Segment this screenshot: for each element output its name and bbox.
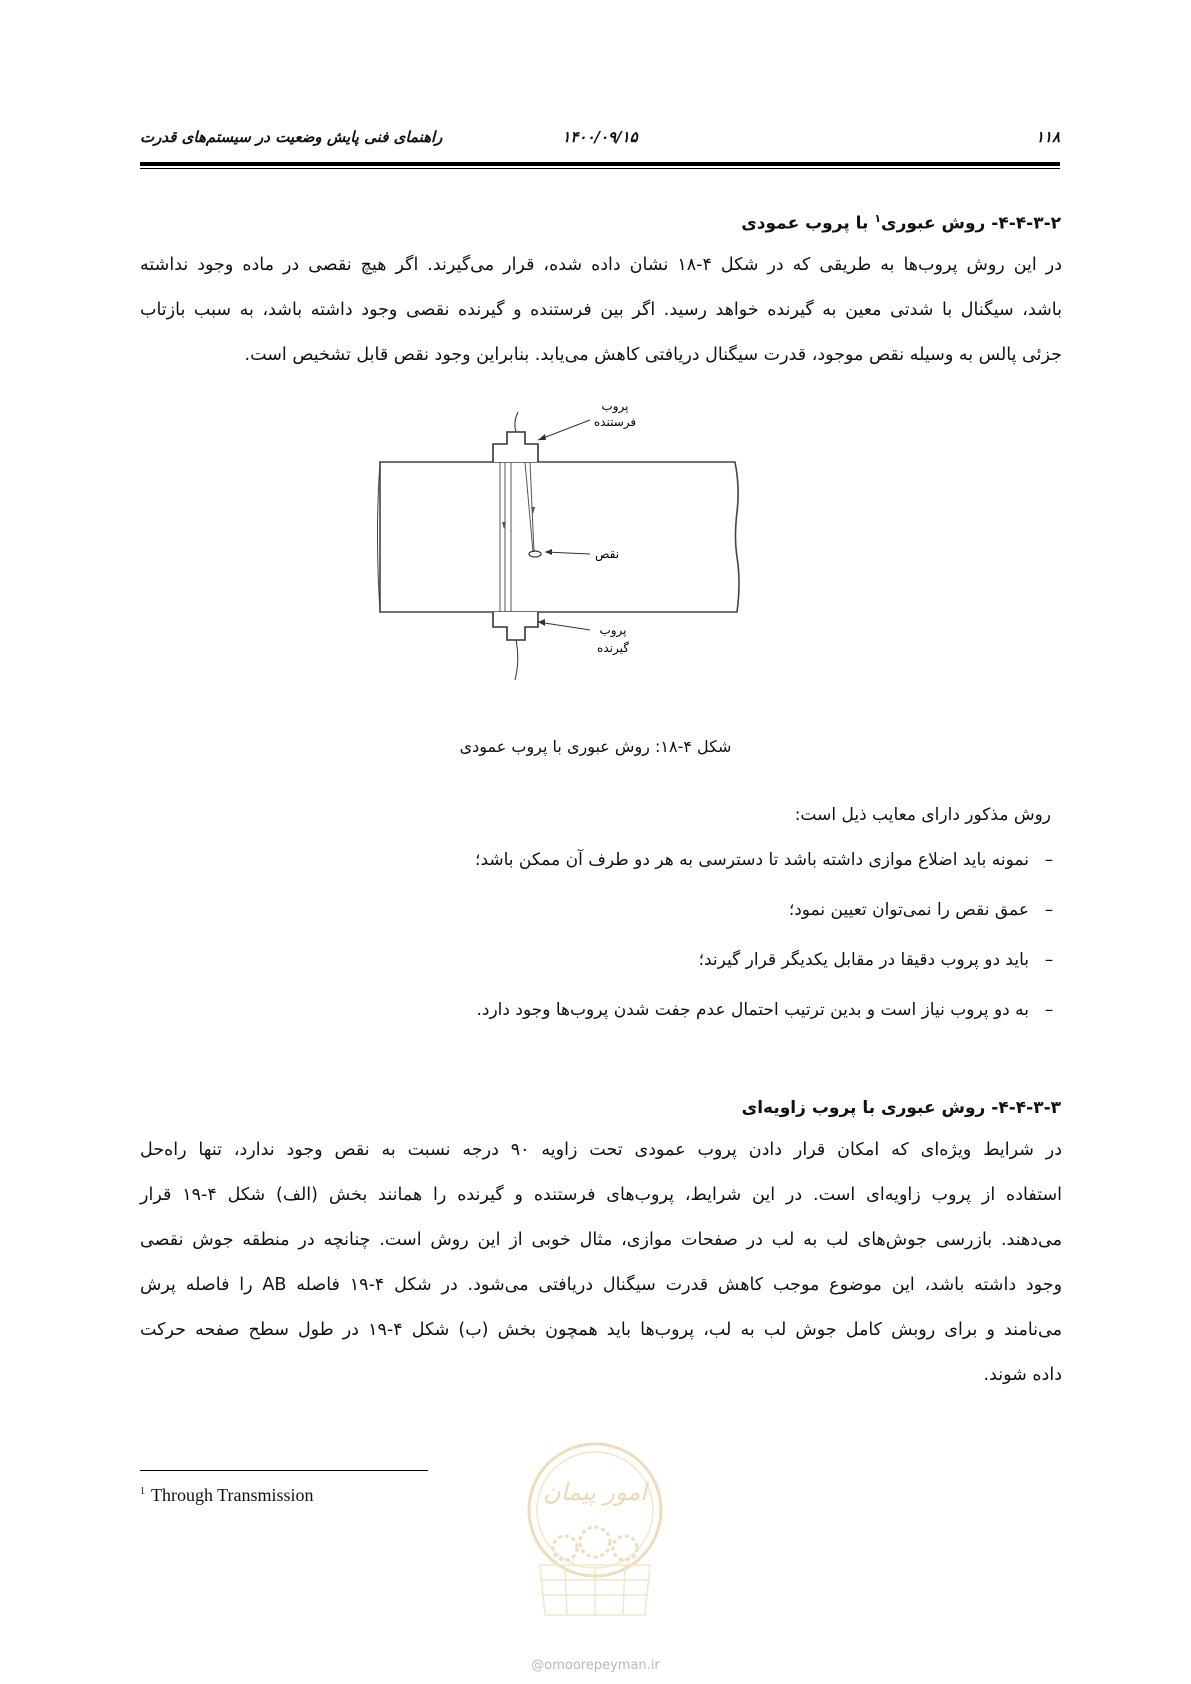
footnote-text: Through Transmission: [151, 1485, 314, 1505]
paragraph-line: استفاده از پروب زاویه‌ای است. در این شرایط، پروب‌های فرستنده و گیرنده را همانند بخش (الف) شکل ۴-۱۹ قرار: [140, 1185, 1062, 1205]
footnote-marker: 1: [140, 1486, 145, 1497]
watermark-seal-logo: [505, 1440, 685, 1640]
paragraph-line: وجود داشته باشد، این موضوع موجب کاهش قدرت سیگنال دریافتی می‌شود. در شکل ۴-۱۹ فاصله AB را فاصله پرش: [140, 1275, 1063, 1295]
section-heading-through-transmission: [741, 212, 1061, 234]
paragraph-line: جزئی پالس به وسیله نقص موجود، قدرت سیگنال دریافتی کاهش می‌یابد. بنابراین وجود نقص قابل تشخیص است.: [244, 345, 1062, 365]
defect-mark: [529, 551, 541, 557]
receiver-cable: [515, 640, 518, 680]
section-heading-angle-probe: [742, 1098, 1061, 1118]
disadvantages-list: [161, 835, 1061, 1035]
paragraph-line: می‌دهند. بازرسی جوش‌های لب به لب در صفحات موازی، مثال خوبی از این روش است. چنانچه در منطقه جوش نقصی: [140, 1230, 1062, 1250]
page-header: [140, 128, 1060, 164]
list-item: –باید دو پروب دقیقا در مقابل یکدیگر قرار گیرند؛: [698, 950, 1054, 970]
section2-paragraph: [140, 1128, 1062, 1398]
heading-text: ۴-۴-۳-۳- روش عبوری با پروب زاویه‌ای: [741, 1098, 1061, 1118]
transmitter-cable: [515, 412, 518, 432]
disadvantages-intro: روش مذکور دارای معایب ذیل است:: [794, 805, 1051, 825]
receiver-probe: [493, 612, 538, 640]
footnote-ref: ۱: [874, 212, 882, 225]
seal-script: امور پیمان: [543, 1478, 647, 1506]
test-piece-outline: [380, 462, 739, 612]
section1-paragraph: [140, 243, 1062, 378]
figure-caption: شکل ۴-۱۸: روش عبوری با پروب عمودی: [459, 737, 732, 756]
paragraph-line: در شرایط ویژه‌ای که امکان قرار دادن پروب عمودی تحت زاویه ۹۰ درجه نسبت به نقص وجود ندارد، تنها راه‌حل: [140, 1140, 1062, 1160]
figure-through-transmission-diagram: [385, 399, 805, 727]
watermark-site: @omoorepeyman.ir: [531, 1658, 660, 1673]
paragraph-line: داده شوند.: [983, 1365, 1062, 1385]
heading-tail: با پروب عمودی: [741, 213, 875, 234]
footnote: [140, 1485, 314, 1506]
list-item: –عمق نقص را نمی‌توان تعیین نمود؛: [788, 900, 1054, 920]
list-item: –به دو پروب نیاز است و بدین ترتیب احتمال عدم جفت شدن پروب‌ها وجود دارد.: [476, 1000, 1054, 1020]
paragraph-line: باشد، سیگنال با شدتی معین به گیرنده خواهد رسید. اگر بین فرستنده و گیرنده نقصی وجود داشته باشد، به سبب بازتاب: [140, 300, 1062, 320]
label-defect: نقص: [594, 547, 620, 561]
footnote-rule: [140, 1470, 428, 1471]
page-number: ۱۱۸: [1035, 128, 1060, 146]
label-transmitter-line1: پروب: [601, 399, 629, 413]
heading-text: ۴-۴-۳-۲- روش عبوری: [881, 213, 1061, 234]
label-transmitter-line2: فرستنده: [593, 415, 637, 429]
transmitter-probe: [493, 432, 538, 462]
label-receiver-line2: گیرنده: [597, 641, 629, 655]
header-date: ۱۴۰۰/۰۹/۱۵: [562, 128, 638, 146]
paragraph-line: در این روش پروب‌ها به طریقی که در شکل ۴-۱۸ نشان داده شده، قرار می‌گیرند. اگر هیچ نقصی در ماده وجود نداشته: [140, 255, 1063, 275]
header-rule-thin: [140, 168, 1060, 169]
label-receiver-line1: پروب: [599, 623, 627, 637]
header-title: راهنمای فنی پایش وضعیت در سیستم‌های قدرت: [140, 128, 443, 146]
paragraph-line: می‌نامند و برای روبش کامل جوش لب به لب، پروب‌ها باید همچون بخش (ب) شکل ۴-۱۹ در طول سطح صفحه حرکت: [140, 1320, 1062, 1340]
list-item: –نمونه باید اضلاع موازی داشته باشد تا دسترسی به هر دو طرف آن ممکن باشد؛: [475, 850, 1054, 870]
header-rule-thick: [140, 162, 1060, 166]
